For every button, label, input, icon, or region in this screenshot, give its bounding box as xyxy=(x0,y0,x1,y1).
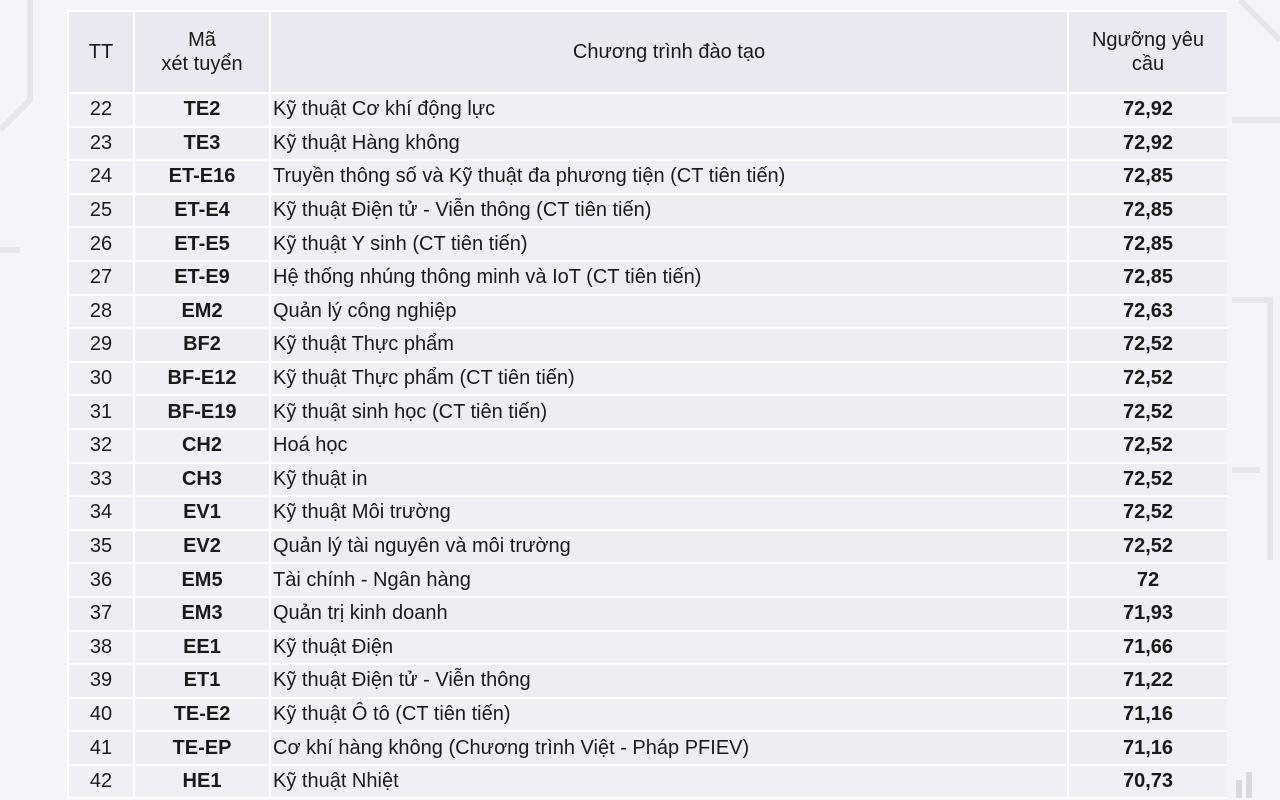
row-program: Kỹ thuật Thực phẩm (CT tiên tiến) xyxy=(270,362,1068,396)
row-code: BF2 xyxy=(134,328,270,362)
row-tt: 26 xyxy=(68,227,134,261)
row-tt: 40 xyxy=(68,698,134,732)
row-code: ET-E4 xyxy=(134,194,270,228)
row-program: Quản trị kinh doanh xyxy=(270,597,1068,631)
row-program: Kỹ thuật Điện tử - Viễn thông xyxy=(270,664,1068,698)
table-row xyxy=(68,362,1227,396)
row-code: CH3 xyxy=(134,463,270,497)
row-tt: 37 xyxy=(68,597,134,631)
row-score: 72,52 xyxy=(1068,530,1227,564)
row-program: Cơ khí hàng không (Chương trình Việt - Pháp PFIEV) xyxy=(270,731,1068,765)
table-row xyxy=(68,698,1227,732)
row-score: 72,92 xyxy=(1068,93,1227,127)
table-row xyxy=(68,227,1227,261)
table-header-row xyxy=(68,11,1227,93)
row-tt: 30 xyxy=(68,362,134,396)
row-score: 72,52 xyxy=(1068,463,1227,497)
row-tt: 28 xyxy=(68,295,134,329)
row-tt: 32 xyxy=(68,429,134,463)
table-row xyxy=(68,765,1227,799)
row-score: 71,66 xyxy=(1068,631,1227,665)
row-code: CH2 xyxy=(134,429,270,463)
column-header-tt-label: TT xyxy=(88,41,114,63)
row-code: BF-E19 xyxy=(134,395,270,429)
row-score: 72,52 xyxy=(1068,328,1227,362)
row-score: 72,52 xyxy=(1068,496,1227,530)
table-row xyxy=(68,463,1227,497)
row-tt: 36 xyxy=(68,563,134,597)
row-code: EM5 xyxy=(134,563,270,597)
row-code: HE1 xyxy=(134,765,270,799)
column-header-code xyxy=(134,11,270,93)
row-program: Kỹ thuật Môi trường xyxy=(270,496,1068,530)
row-code: ET-E16 xyxy=(134,160,270,194)
column-header-code-line2: xét tuyển xyxy=(161,53,243,75)
row-score: 72,63 xyxy=(1068,295,1227,329)
row-program: Hệ thống nhúng thông minh và IoT (CT tiên tiến) xyxy=(270,261,1068,295)
row-code: ET-E9 xyxy=(134,261,270,295)
table-row xyxy=(68,563,1227,597)
row-score: 70,73 xyxy=(1068,765,1227,799)
row-code: BF-E12 xyxy=(134,362,270,396)
column-header-code-line1: Mã xyxy=(188,29,216,51)
row-tt: 22 xyxy=(68,93,134,127)
column-header-score xyxy=(1068,11,1227,93)
row-program: Kỹ thuật Nhiệt xyxy=(270,765,1068,799)
column-header-program-label: Chương trình đào tạo xyxy=(572,41,766,63)
table-row xyxy=(68,530,1227,564)
row-program: Quản lý công nghiệp xyxy=(270,295,1068,329)
row-code: TE-EP xyxy=(134,731,270,765)
row-score: 72 xyxy=(1068,563,1227,597)
row-tt: 27 xyxy=(68,261,134,295)
row-score: 71,16 xyxy=(1068,731,1227,765)
row-code: EV1 xyxy=(134,496,270,530)
column-header-score-line2: cầu xyxy=(1131,53,1165,75)
row-tt: 41 xyxy=(68,731,134,765)
column-header-program xyxy=(270,11,1068,93)
table-row xyxy=(68,160,1227,194)
row-score: 71,22 xyxy=(1068,664,1227,698)
row-program: Kỹ thuật Y sinh (CT tiên tiến) xyxy=(270,227,1068,261)
table-row xyxy=(68,631,1227,665)
row-tt: 24 xyxy=(68,160,134,194)
table-row xyxy=(68,93,1227,127)
row-score: 71,93 xyxy=(1068,597,1227,631)
row-score: 72,92 xyxy=(1068,127,1227,161)
table-row xyxy=(68,261,1227,295)
row-score: 72,85 xyxy=(1068,194,1227,228)
row-code: ET-E5 xyxy=(134,227,270,261)
row-program: Kỹ thuật Điện tử - Viễn thông (CT tiên tiến) xyxy=(270,194,1068,228)
row-score: 72,85 xyxy=(1068,160,1227,194)
row-score: 71,16 xyxy=(1068,698,1227,732)
row-code: EE1 xyxy=(134,631,270,665)
row-program: Kỹ thuật sinh học (CT tiên tiến) xyxy=(270,395,1068,429)
row-score: 72,85 xyxy=(1068,227,1227,261)
row-program: Kỹ thuật in xyxy=(270,463,1068,497)
row-tt: 38 xyxy=(68,631,134,665)
row-tt: 25 xyxy=(68,194,134,228)
row-code: TE-E2 xyxy=(134,698,270,732)
row-program: Truyền thông số và Kỹ thuật đa phương tiện (CT tiên tiến) xyxy=(270,160,1068,194)
row-score: 72,85 xyxy=(1068,261,1227,295)
table-row xyxy=(68,395,1227,429)
row-program: Tài chính - Ngân hàng xyxy=(270,563,1068,597)
table-row xyxy=(68,127,1227,161)
table-row xyxy=(68,429,1227,463)
table-row xyxy=(68,597,1227,631)
row-score: 72,52 xyxy=(1068,362,1227,396)
row-code: EV2 xyxy=(134,530,270,564)
admission-threshold-table xyxy=(67,10,1227,800)
row-program: Quản lý tài nguyên và môi trường xyxy=(270,530,1068,564)
row-tt: 31 xyxy=(68,395,134,429)
column-header-tt xyxy=(68,11,134,93)
row-tt: 23 xyxy=(68,127,134,161)
row-program: Kỹ thuật Cơ khí động lực xyxy=(270,93,1068,127)
table-row xyxy=(68,194,1227,228)
table-row xyxy=(68,664,1227,698)
row-code: EM2 xyxy=(134,295,270,329)
row-program: Kỹ thuật Điện xyxy=(270,631,1068,665)
column-header-score-line1: Ngưỡng yêu xyxy=(1091,29,1205,51)
table-row xyxy=(68,295,1227,329)
row-tt: 42 xyxy=(68,765,134,799)
table-row xyxy=(68,496,1227,530)
table-row xyxy=(68,328,1227,362)
table-row xyxy=(68,731,1227,765)
row-tt: 33 xyxy=(68,463,134,497)
row-code: ET1 xyxy=(134,664,270,698)
row-program: Kỹ thuật Thực phẩm xyxy=(270,328,1068,362)
row-score: 72,52 xyxy=(1068,429,1227,463)
row-program: Kỹ thuật Ô tô (CT tiên tiến) xyxy=(270,698,1068,732)
row-tt: 35 xyxy=(68,530,134,564)
row-score: 72,52 xyxy=(1068,395,1227,429)
row-tt: 29 xyxy=(68,328,134,362)
row-program: Kỹ thuật Hàng không xyxy=(270,127,1068,161)
row-program: Hoá học xyxy=(270,429,1068,463)
row-tt: 34 xyxy=(68,496,134,530)
row-code: EM3 xyxy=(134,597,270,631)
row-code: TE3 xyxy=(134,127,270,161)
row-code: TE2 xyxy=(134,93,270,127)
row-tt: 39 xyxy=(68,664,134,698)
